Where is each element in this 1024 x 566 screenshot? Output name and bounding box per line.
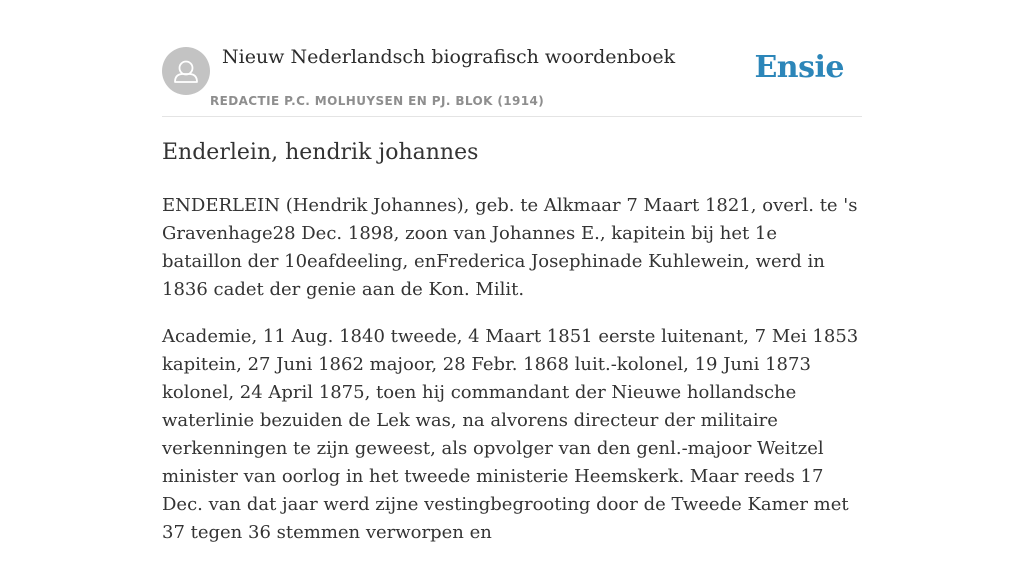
entry-paragraph: Academie, 11 Aug. 1840 tweede, 4 Maart 1851 eerste luitenant, 7 Mei 1853 kapitein, 27 Juni 1862 majoor, 28 Febr. 1868 luit.-kolonel, 19 Juni 1873 kolonel, 24 April 1875, toen hij commandant der Nieuwe hollandsche waterlinie bezuiden de Lek was, na alvorens directeur der militaire verkenningen te zijn geweest, als opvolger van den genl.-majoor Weitzel minister van oorlog in het tweede ministerie Heemskerk. Maar reeds 17 Dec. van dat jaar werd zijne vestingbegrooting door de Tweede Kamer met 37 tegen 36 stemmen verworpen en bbox=[162, 326, 859, 543]
page-header bbox=[162, 0, 862, 117]
entry-body bbox=[162, 192, 862, 566]
user-silhouette-icon[interactable] bbox=[162, 47, 210, 95]
book-title[interactable]: Nieuw Nederlandsch biografisch woordenboek bbox=[222, 46, 676, 68]
entry-paragraph: ENDERLEIN (Hendrik Johannes), geb. te Alkmaar 7 Maart 1821, overl. te 's Gravenhage28 Dec. 1898, zoon van Johannes E., kapitein bij het 1e bataillon der 10eafdeeling, enFrederica Josephinade Kuhlewein, werd in 1836 cadet der genie aan de Kon. Milit. bbox=[162, 195, 858, 300]
ensie-logo[interactable]: Ensie bbox=[754, 50, 844, 85]
book-editors: REDACTIE P.C. MOLHUYSEN EN PJ. BLOK (1914) bbox=[210, 94, 545, 108]
entry-title: Enderlein, hendrik johannes bbox=[162, 140, 479, 165]
